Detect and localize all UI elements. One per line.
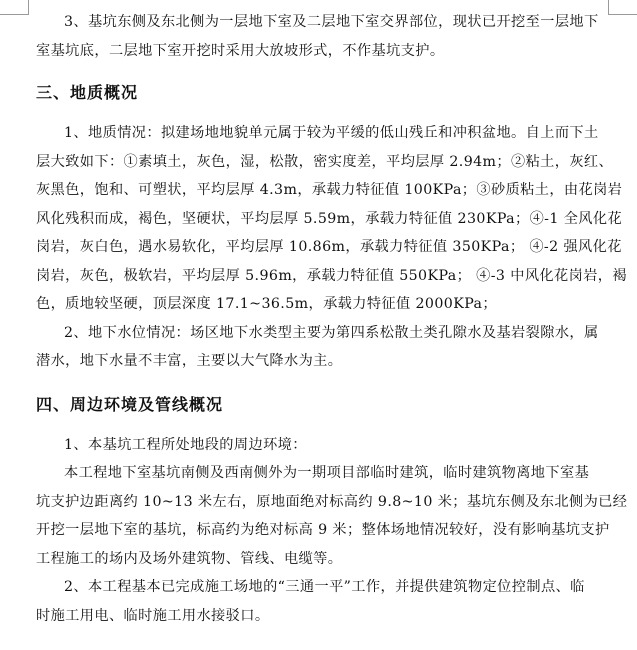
- section2-item3-paragraph: [36, 8, 600, 65]
- text-line: 3、基坑东侧及东北侧为一层地下室及二层地下室交界部位，现状已开挖至一层地下: [64, 14, 599, 30]
- text-line: 潜水，地下水量不丰富，主要以大气降水为主。: [36, 353, 343, 369]
- text-line: 本工程地下室基坑南侧及西南侧外为一期项目部临时建筑，临时建筑物离地下室基: [64, 465, 590, 481]
- text-line: 1、本基坑工程所处地段的周边环境：: [64, 436, 307, 453]
- site-preparation-paragraph: [36, 573, 600, 630]
- text-line: 工程施工的场内及场外建筑物、管线、电缆等。: [36, 550, 343, 567]
- text-line: 层大致如下：①素填土，灰色，湿，松散，密实度差，平均层厚 2.94m；②粘土，灰红、: [36, 153, 614, 170]
- text-line: 时施工用电、临时施工用水接驳口。: [36, 607, 270, 624]
- text-line: 室基坑底，二层地下室开挖时采用大放坡形式，不作基坑支护。: [36, 42, 445, 59]
- text-line: 色，质地较坚硬，顶层深度 17.1~36.5m，承载力特征值 2000KPa；: [36, 296, 497, 312]
- text-line: 2、本工程基本已完成施工场地的“三通一平”工作，并提供建筑物定位控制点、临: [64, 579, 585, 595]
- text-line: 坑支护边距离约 10~13 米左右，原地面绝对标高约 9.8~10 米；基坑东侧及东北侧为已经: [36, 493, 628, 510]
- text-line: 风化残积而成，褐色，坚硬状，平均层厚 5.59m，承载力特征值 230KPa；④-1 全风化花: [36, 210, 623, 227]
- geology-paragraph: [36, 119, 627, 319]
- text-line: 岗岩，灰色，极软岩，平均层厚 5.96m，承载力特征值 550KPa； ④-3 中风化花岗岩，褐: [36, 267, 627, 284]
- page-corner-mark-left: [0, 0, 29, 15]
- section-heading-geology: 三、地质概况: [36, 83, 139, 102]
- document-page: [36, 8, 628, 630]
- text-line: 2、地下水位情况：场区地下水类型主要为第四系松散土类孔隙水及基岩裂隙水，属: [64, 324, 599, 341]
- section-heading-surroundings: 四、周边环境及管线概况: [36, 394, 224, 414]
- text-line: 1、地质情况：拟建场地地貌单元属于较为平缓的低山残丘和冲积盆地。自上而下土: [64, 125, 599, 141]
- surroundings-paragraph: [36, 431, 628, 574]
- text-line: 岗岩，灰白色，遇水易软化，平均层厚 10.86m，承载力特征值 350KPa； ④-2 强风化花: [36, 239, 622, 255]
- text-line: 灰黑色，饱和、可塑状，平均层厚 4.3m，承载力特征值 100KPa；③砂质粘土，由花岗岩: [36, 182, 623, 198]
- page-corner-mark-right: [608, 0, 637, 15]
- groundwater-paragraph: [36, 319, 600, 376]
- text-line: 开挖一层地下室的基坑，标高约为绝对标高 9 米；整体场地情况较好，没有影响基坑支护: [36, 522, 610, 538]
